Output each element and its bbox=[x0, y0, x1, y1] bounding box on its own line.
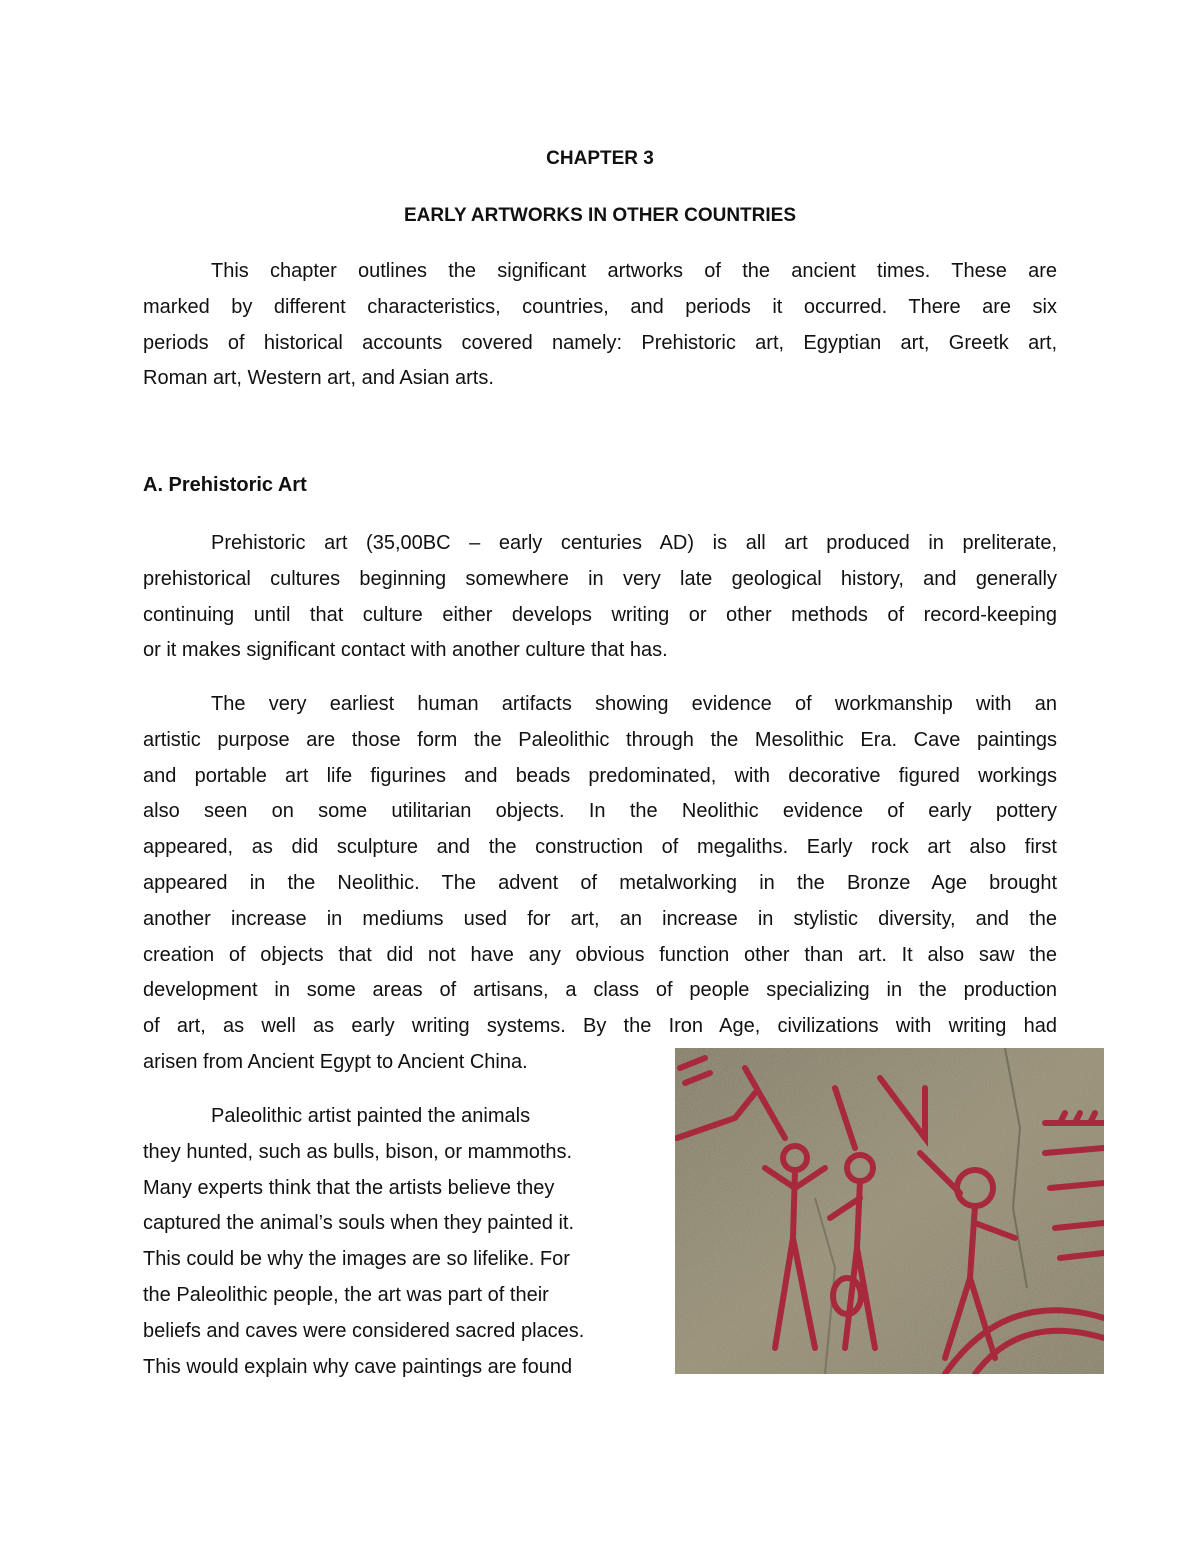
paragraph-line: continuing until that culture either develops writing or other methods of record-keeping bbox=[143, 603, 1057, 626]
paragraph-line: and portable art life figurines and beads predominated, with decorative figured workings bbox=[143, 764, 1057, 787]
paragraph-line: creation of objects that did not have any obvious function other than art. It also saw the bbox=[143, 943, 1057, 966]
intro-line: This chapter outlines the significant artworks of the ancient times. These are bbox=[211, 260, 1057, 282]
intro-paragraph bbox=[143, 254, 1057, 397]
paragraph-line: prehistorical cultures beginning somewhere in very late geological history, and generally bbox=[143, 567, 1057, 590]
paragraph-line: also seen on some utilitarian objects. In the Neolithic evidence of early pottery bbox=[143, 800, 1057, 823]
chapter-number: CHAPTER 3 bbox=[546, 148, 654, 169]
paragraph-line: The very earliest human artifacts showing evidence of workmanship with an bbox=[211, 693, 1057, 715]
paragraph-line: the Paleolithic people, the art was part of their bbox=[143, 1283, 549, 1306]
paragraph-line: of art, as well as early writing systems. By the Iron Age, civilizations with writing had bbox=[143, 1015, 1057, 1038]
rock-carving-image bbox=[675, 1048, 1104, 1374]
paragraph-line: development in some areas of artisans, a class of people specializing in the production bbox=[143, 979, 1057, 1002]
paragraph-line: or it makes significant contact with another culture that has. bbox=[143, 639, 668, 662]
earliest-artifacts-paragraph bbox=[143, 687, 1057, 1081]
prehistoric-paragraph bbox=[143, 526, 1057, 669]
paragraph-line: Many experts think that the artists believe they bbox=[143, 1176, 555, 1199]
paragraph-line: Prehistoric art (35,00BC – early centuries AD) is all art produced in preliterate, bbox=[211, 532, 1057, 554]
paragraph-line: they hunted, such as bulls, bison, or mammoths. bbox=[143, 1140, 573, 1163]
paragraph-line: arisen from Ancient Egypt to Ancient China. bbox=[143, 1050, 528, 1073]
section-heading: A. Prehistoric Art bbox=[143, 474, 307, 496]
chapter-title: EARLY ARTWORKS IN OTHER COUNTRIES bbox=[404, 205, 796, 226]
paragraph-line: Paleolithic artist painted the animals bbox=[211, 1105, 531, 1127]
intro-line: periods of historical accounts covered namely: Prehistoric art, Egyptian art, Greetk art, bbox=[143, 331, 1057, 354]
paragraph-line: another increase in mediums used for art, an increase in stylistic diversity, and the bbox=[143, 907, 1057, 930]
paleolithic-paragraph bbox=[143, 1099, 643, 1385]
intro-line: marked by different characteristics, countries, and periods it occurred. There are six bbox=[143, 295, 1057, 318]
paragraph-line: This could be why the images are so lifelike. For bbox=[143, 1248, 570, 1271]
paragraph-line: This would explain why cave paintings are found bbox=[143, 1355, 573, 1378]
paragraph-line: beliefs and caves were considered sacred places. bbox=[143, 1319, 585, 1342]
paragraph-line: captured the animal’s souls when they painted it. bbox=[143, 1212, 575, 1235]
intro-line: Roman art, Western art, and Asian arts. bbox=[143, 367, 494, 390]
paragraph-line: appeared in the Neolithic. The advent of metalworking in the Bronze Age brought bbox=[143, 871, 1057, 894]
paragraph-line: appeared, as did sculpture and the construction of megaliths. Early rock art also first bbox=[143, 836, 1057, 859]
paragraph-line: artistic purpose are those form the Paleolithic through the Mesolithic Era. Cave paintings bbox=[143, 728, 1057, 751]
